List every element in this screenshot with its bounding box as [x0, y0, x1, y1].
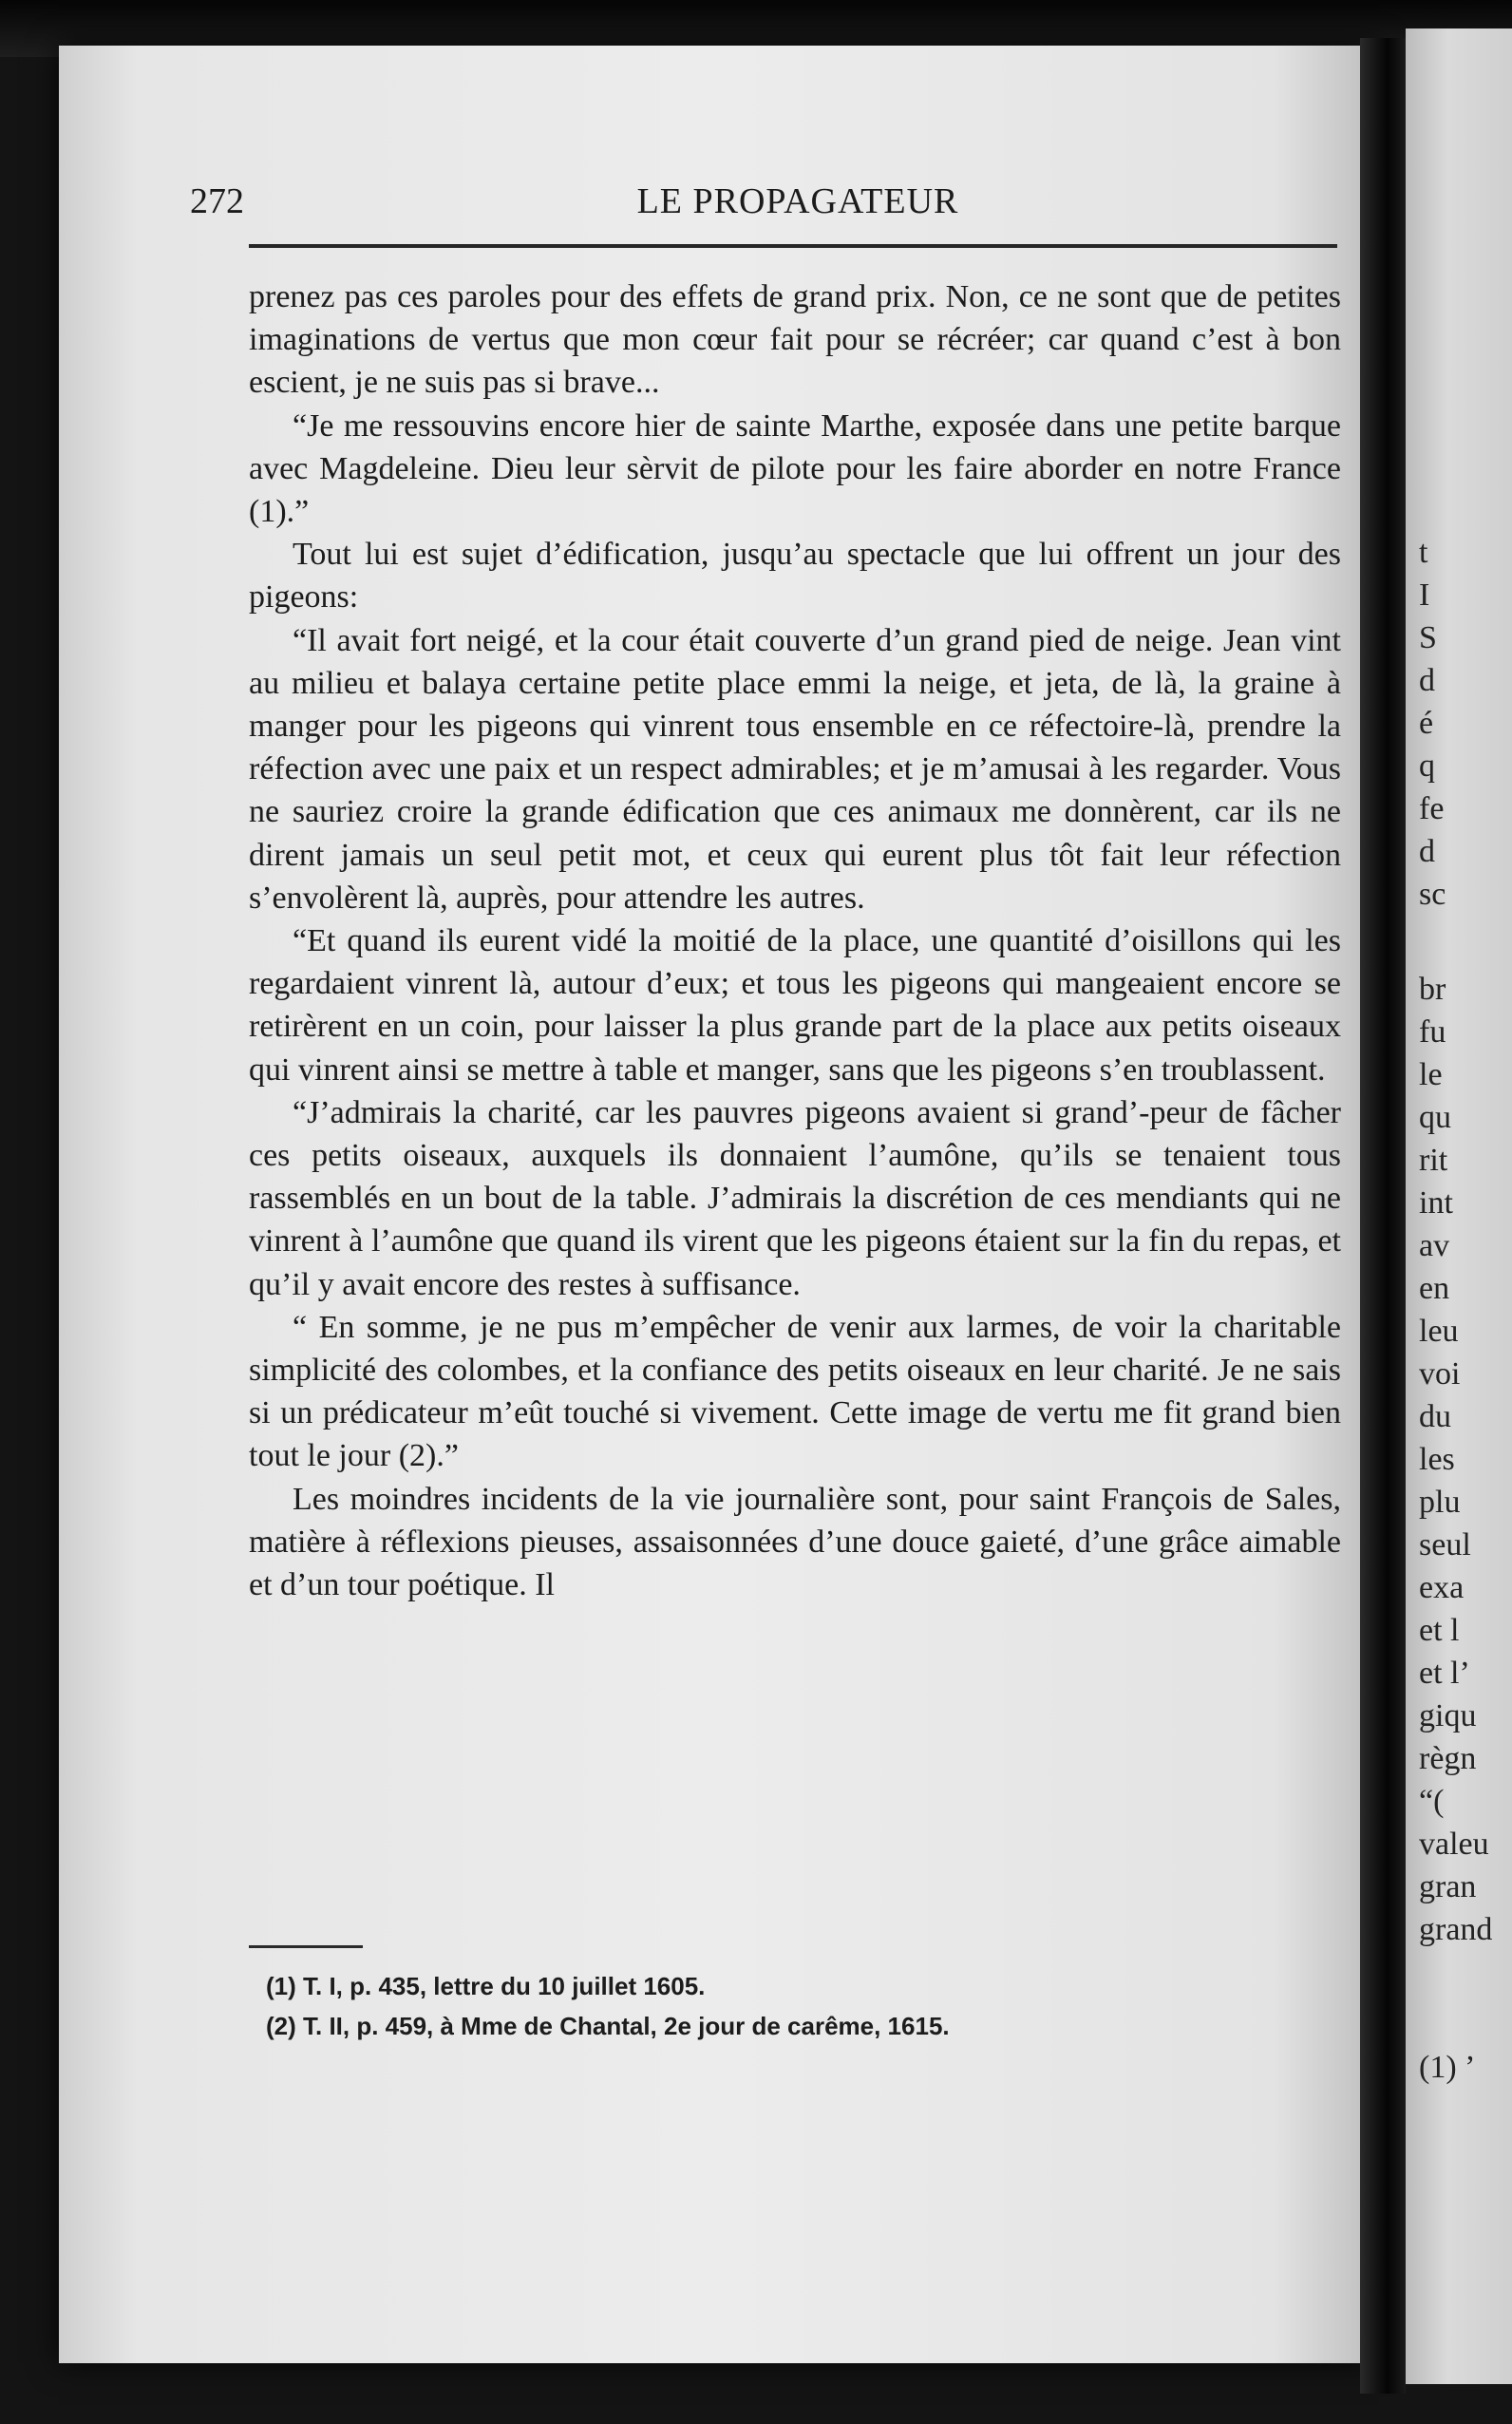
adjacent-page-text: fe — [1419, 791, 1445, 826]
adjacent-page-text: av — [1419, 1228, 1450, 1263]
adjacent-page-text: fu — [1419, 1014, 1446, 1050]
adjacent-page-text: voi — [1419, 1356, 1461, 1392]
adjacent-page-text: en — [1419, 1271, 1450, 1306]
adjacent-page-text: I — [1419, 578, 1430, 613]
adjacent-page-edge — [1406, 28, 1512, 2384]
adjacent-page-text: br — [1419, 972, 1446, 1007]
adjacent-page-text: sc — [1419, 877, 1446, 912]
adjacent-page-text: “( — [1419, 1784, 1445, 1819]
adjacent-page-text: t — [1419, 535, 1428, 570]
adjacent-page-text: règn — [1419, 1741, 1477, 1776]
body-text — [249, 275, 1341, 1606]
paragraph: “Et quand ils eurent vidé la moitié de la place, une quantité d’oisillons qui les regardaient vinrent là, autour d’eux; et tous les pigeons qui mangeaient encore se retirèrent en un coin, pour laisser la plus grande part de la place aux petits oiseaux qui vinrent ainsi se mettre à table et manger, sans que les pigeons s’en troublassent. — [249, 923, 1341, 1088]
adjacent-page-text: valeu — [1419, 1827, 1489, 1862]
adjacent-page-text: du — [1419, 1399, 1451, 1434]
adjacent-page-text: et l’ — [1419, 1656, 1470, 1691]
adjacent-page-text: seul — [1419, 1527, 1471, 1562]
running-title: LE PROPAGATEUR — [636, 181, 959, 221]
paragraph: “J’admirais la charité, car les pauvres pigeons avaient si grand’-peur de fâcher ces petits oiseaux, auxquels ils donnaient l’aumône, qu’ils se tenaient tous rassemblés en un bout de la table. J’admirais la discrétion de ces mendiants qui ne vinrent à l’aumône que quand ils virent que les pigeons étaient sur la fin du repas, et qu’il y avait encore des restes à suffisance. — [249, 1094, 1341, 1302]
paragraph: “Je me ressouvins encore hier de sainte Marthe, exposée dans une petite barque avec Magdeleine. Dieu leur sèrvit de pilote pour les faire aborder en notre France (1).” — [249, 407, 1341, 530]
adjacent-page-text: rit — [1419, 1143, 1448, 1178]
adjacent-page-text: qu — [1419, 1100, 1451, 1135]
adjacent-page-text: (1) ’ — [1419, 2050, 1476, 2085]
adjacent-page-text: q — [1419, 748, 1435, 784]
adjacent-page-text: et l — [1419, 1613, 1460, 1648]
adjacent-page-text: grand — [1419, 1912, 1493, 1947]
footnote: (1) T. I, p. 435, lettre du 10 juillet 1605. — [266, 1972, 706, 2000]
paragraph: “ En somme, je ne pus m’empêcher de venir aux larmes, de voir la charitable simplicité des colombes, et la confiance des petits oiseaux en leur charité. Je ne sais si un prédicateur m’eût touché si vivement. Cette image de vertu me fit grand bien tout le jour (2).” — [249, 1309, 1341, 1474]
page-number: 272 — [190, 181, 244, 221]
adjacent-page-text: les — [1419, 1442, 1455, 1477]
paragraph: prenez pas ces paroles pour des effets de grand prix. Non, ce ne sont que de petites imaginations de vertus que mon cœur fait pour se récréer; car quand c’est à bon escient, je ne suis pas si brave... — [249, 279, 1341, 401]
footnote-rule — [249, 1945, 363, 1948]
adjacent-page-text: d — [1419, 663, 1435, 698]
adjacent-page-text: le — [1419, 1057, 1443, 1092]
footnote: (2) T. II, p. 459, à Mme de Chantal, 2e jour de carême, 1615. — [266, 2012, 950, 2040]
adjacent-page-text: é — [1419, 706, 1434, 741]
footnotes — [266, 1966, 1311, 2046]
header-rule — [249, 244, 1337, 248]
adjacent-page-text: exa — [1419, 1570, 1465, 1605]
paragraph: Les moindres incidents de la vie journalière sont, pour saint François de Sales, matière à réflexions pieuses, assaisonnées d’une douce gaieté, d’une grâce aimable et d’un tour poétique. Il — [249, 1481, 1341, 1603]
paragraph: “Il avait fort neigé, et la cour était couverte d’un grand pied de neige. Jean vint au milieu et balaya certaine petite place emmi la neige, et jeta, de là, la graine à manger pour les pigeons qui vinrent tous ensemble en ce réfectoire-là, prendre la réfection avec une paix et un respect admirables; et je m’amusai à les regarder. Vous ne sauriez croire la grande édification que ces animaux me donnèrent, car ils ne dirent jamais un seul petit mot, et ceux qui eurent plus tôt fait leur réfection s’envolèrent là, auprès, pour attendre les autres. — [249, 622, 1341, 916]
adjacent-page-text: leu — [1419, 1314, 1459, 1349]
book-gutter — [1360, 38, 1406, 2394]
paragraph: Tout lui est sujet d’édification, jusqu’au spectacle que lui offrent un jour des pigeons: — [249, 537, 1341, 615]
adjacent-page-text: int — [1419, 1185, 1453, 1221]
adjacent-page-text: plu — [1419, 1485, 1461, 1520]
adjacent-page-text: gran — [1419, 1869, 1477, 1904]
adjacent-page-text: d — [1419, 834, 1435, 869]
adjacent-page-text: S — [1419, 620, 1437, 655]
adjacent-page-text: giqu — [1419, 1698, 1477, 1733]
